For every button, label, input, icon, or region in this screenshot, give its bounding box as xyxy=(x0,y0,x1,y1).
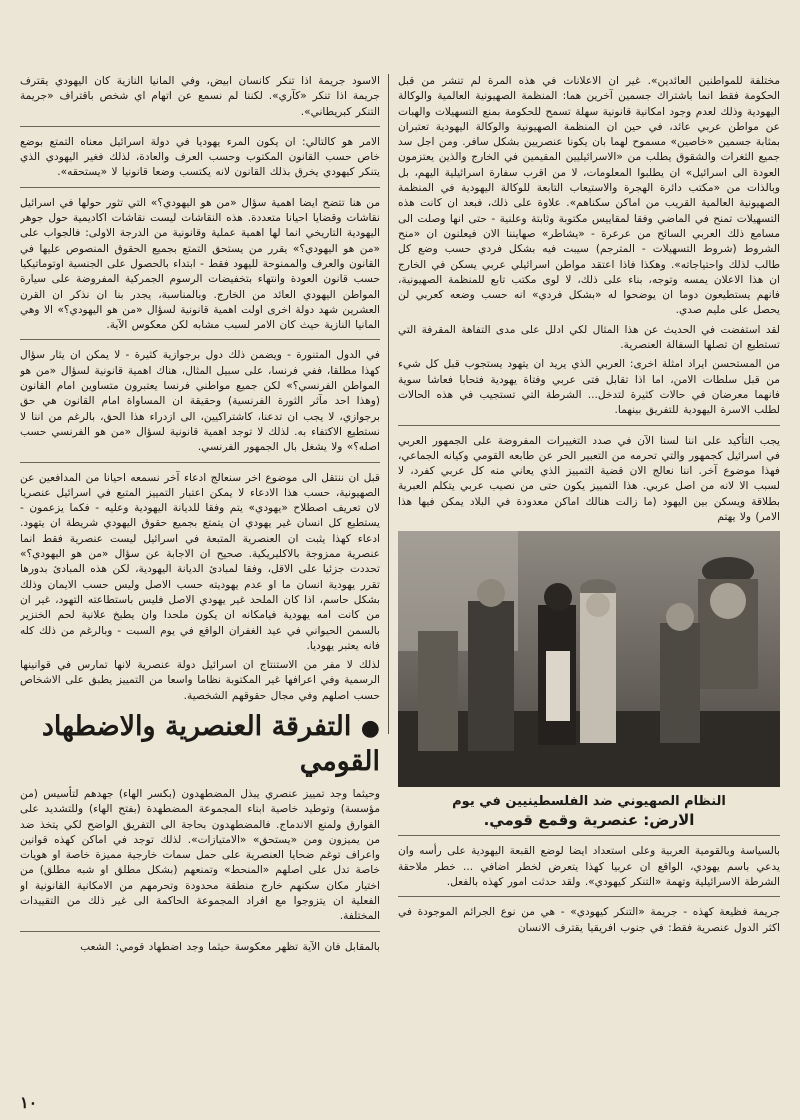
section-divider xyxy=(398,425,780,426)
right-paragraph-5: بالسياسة وبالقومية العربية وعلى استعداد ايضا لوضع القبعة اليهودية على رأسه وان يدعي باسم يهودي، الواقع ان عربيا كهذا يتعرض لخطر اضافي ... خطر ملاحقة الشرطة الاسرائيلية وتهمة «التنكر كيهودي». ولقد حدثت امور كهذه بالفعل. xyxy=(398,845,780,888)
section-paragraph-2: بالمقابل فان الآية تظهر معكوسة حيثما وجد اضطهاد قومي: الشعب xyxy=(80,940,380,953)
left-paragraph-4: في الدول المتنورة - ويضمن ذلك دول برجوازية كثيرة - لا يمكن ان يثار سؤال كهذا مطلقا، ففي فرنسا، على سبيل المثال، هناك اهمية قانونية لسؤال «من هو المواطن الفرنسي؟» لكن جميع مواطني فرنسا يعتبرون متساوين امام القانون (وهذا احد مآثر الثورة الفرنسية) وحقيقة ان المساواة امام القانون هي حق برجوازي، لا يجب ان تدعنا، كاشتراكيين، الى ازدراء هذا الحق، بالرغم من اننا لا نستطيع الاكتفاء به. لذلك لا توجد اهمية قانونية لسؤال «من هو الفرنسي حسب اصله؟» ولا يشغل بال الجمهور الفرنسي. xyxy=(20,349,380,454)
left-column xyxy=(20,74,380,1094)
left-paragraph-2: الامر هو كالتالي: ان يكون المرء يهوديا في دولة اسرائيل معناه التمتع بوضع خاص حسب القانون المكتوب وحسب العرف والعادة، لذلك فغير اليهودي الذي يتنكر كيهودي يخرق بذلك القانون لانه يكتسب وضعا قانونيا لا «يستحقه». xyxy=(20,135,380,179)
headline-bullet-icon: ● xyxy=(360,714,380,741)
left-paragraph-6: لذلك لا مفر من الاستنتاج ان اسرائيل دولة عنصرية لانها تمارس في قوانينها الرسمية وفي اعرافها غير المكتوبة نظاما واسعا من التمييز يطبق على الاشخاص حسب اصلهم وفي مجال حقوقهم الشخصية. xyxy=(20,659,380,702)
right-column xyxy=(398,74,780,1094)
section-paragraph-1: وحيثما وجد تمييز عنصري يبذل المضطهدون (بكسر الهاء) جهدهم لتأسيس (من مؤسسة) وتوطيد خاصية ابناء المجموعة المضطهدة (بفتح الهاء) وللتشديد على الفوارق ولمنع الاندماج. فالمضطهدون بحاجة الى التفريق الواضح لكي يتخذ ضد من يميزون ومن «يستحق» «الامتيازات». لذلك توجد في اماكن كهذه قوانين واعراف توغم ضحايا العنصرية على حمل سمات خارجية مميزة خاصة او هويات خاصة تدل على اصلهم «المنحط» وتمنعهم (بشكل مطلق او شبه مطلق) من اختيار مكان سكنهم خارج منطقة محدودة وتحرمهم من الامكانية القانونية او الفعلية ان يتزوجوا مع افراد المجموعة الحاكمة الى غير ذلك من التقييدات المختلفة. xyxy=(20,787,380,923)
section-headline xyxy=(20,710,380,779)
right-paragraph-6: جريمة فظيعة كهذه - جريمة «التنكر كيهودي» - هي من نوع الجرائم الموجودة في اكثر الدول عنصرية فقط: في جنوب افريقيا يقترف الانسان xyxy=(398,906,780,934)
left-paragraph-3: من هنا تتضح ايضا اهمية سؤال «من هو اليهودي؟» التي تثور حولها في اسرائيل نقاشات وقضايا احيانا متعددة. هذه النقاشات ليست نقاشات اكاديمية حول جوهر اليهودية التاريخي انما لها اهمية عملية وقانونية من الدرجة الاولى: فالجواب على «من هو اليهودي؟» يقرر من يستحق التمتع بجميع الحقوق المنصوص عليها في القانون والعرف والممنوحة لليهود فقط - ابتداء بالحصول على الجنسية اوتوماتيكيا حسب قانون العودة وانتهاء بتخفيضات الرسوم الجمركية المفروضة على سيارة المواطن اليهودي العائد من الخارج. وبالمناسبة، يجدر بنا ان نذكر ان القرن العشرين شهد دولة اخرى اولت اهمية قانونية لسؤال «من هو اليهودي؟» الا وهي المانيا النازية حيث كان الامر لسبب مشابه لكن معكوس الآية. xyxy=(20,196,380,332)
page-footer xyxy=(20,1094,780,1112)
left-paragraph-1: الاسود جريمة اذا تنكر كانسان ابيض، وفي المانيا النازية كان اليهودي يقترف جريمة اذا تنكر «كآري». لكننا لم نسمع عن اتهام اي شخص باقتراف «جريمة التنكر كبريطاني». xyxy=(20,75,380,118)
caption-line-1: النظام الصهيوني ضد الفلسطينيين في يوم xyxy=(452,794,726,810)
left-divider-1 xyxy=(20,126,380,127)
headline-text: التفرقة العنصرية والاضطهاد القومي xyxy=(41,710,380,777)
caption-divider xyxy=(398,835,780,836)
left-paragraph-5: قبل ان ننتقل الى موضوع اخر سنعالج ادعاء آخر نسمعه احيانا من المدافعين عن الصهيونية، حسب هذا الادعاء لا يمكن اعتبار التمييز المتبع في اسرائيل عنصريا لان تعريف اصطلاح «يهودي» يتم وفقا للديانة اليهودية وعليه - فكما يزعمون - يستطيع كل انسان غير يهودي ان يتمتع بجميع حقوق اليهودي شريطة ان يتهود. ادعاء كهذا يثبت ان العنصرية المتبعة في اسرائيل ليست عنصرية فقط انما عنصرية ممزوجة بالاكليريكية. صحيح ان الاجابة عن سؤال «من هو اليهودي؟» تحددت جزئيا على الاقل، وفقا لمبادئ الديانة اليهودية، لكن هذه المبادئ بدورها تقرر يهودية انسان ما او عدم يهوديته حسب الاصل وليس حسب الايمان وذلك بشكل حاسم، اذا كان الملحد غير يهودي الاصل فليس باستطاعته التهود، غير ان من كانت امه يهودية فيامكانه ان يكون ملحدا وان يطبخ علانية لحم الخنزير بالسمن الحيواني في عيد الغفران الواقع في يوم السبت - وبالرغم من ذلك كله فانه يعتبر يهوديا. xyxy=(20,471,380,652)
left-divider-3 xyxy=(20,339,380,340)
left-divider-2 xyxy=(20,187,380,188)
column-divider xyxy=(388,74,389,734)
photo-illustration xyxy=(398,531,780,787)
left-divider-4 xyxy=(20,462,380,463)
photo-caption xyxy=(398,793,780,829)
bottom-divider xyxy=(398,896,780,897)
right-paragraph-2: لقد استفضت في الحديث عن هذا المثال لكي ادلل على مدى التفاهة المقرفة التي تستطيع ان تصلها السفالة العنصرية. xyxy=(398,323,780,352)
newspaper-page xyxy=(20,74,780,1094)
right-paragraph-1: مختلفة للمواطنين العائدين». غير ان الاعلانات في هذه المرة لم تنشر من قبل الحكومة فقط انما باشتراك جسمين آخرين هما: المنظمة الصهيونية العالمية والوكالة اليهودية وذلك لعدم وجود امكانية قانونية سهلة تسمح للحكومة بمنع التسهيلات والهبات عن مواطن عربي عائد، في حين ان المنظمة الصهيونية والوكالة اليهودية تعتبران بمثابة جسمين «خاصين» مسموح لهما بان يكونا عنصريين بشكل سافر. ومن اجل سد جميع الثغرات والشقوق يطلب من «الاسرائيليين المقيمين في الخارج والذين يعتزمون العودة الى اسرائيل» ان يطلبوا المعلومات، لا من اقرب سفارة اسرائيلية اليهم، بل وبالذات من «مكتب دائرة الهجرة والاستيعاب التابعة للوكالة اليهودية في المنظمة الصهيونية العالمية القريب من اماكن سكناهم». علاوة على ذلك، فبعد ان كانت هذه التسهيلات تمنح في الماضي وفقا لمقاييس مكتوبة وثابتة وعلنية - حتى انها وصلت الى مسامع ذلك العربي السائح من عرعرة - «يشاطر» صهايننا الان فيعلنون ان «منح الشروط (شروط التسهيلات - المترجم) سيبت فيه بشكل فردي حسب وضع كل طالب لذلك واحتياجاته». وهكذا فاذا اعتقد مواطن اسرائيلي عربي يسكن في الخارج ان هذا الاعلان يمسه وتوجه، بناء على ذلك، لا لوى مكتب تابع للمنظمة الصهيونية، فانهم يستطيعون دوما ان يوضحوا له «بشكل فردي» انه حسب وضعه كعربي لن يحصل على مليم صدي. xyxy=(398,75,780,317)
right-paragraph-3: من المستحسن ايراد امثلة اخرى: العربي الذي يريد ان يتهود يستجوب قبل كل شيء من قبل سلطات الامن، اما اذا تقابل فتى عربي وفتاة يهودية فتحابا فعاشا سوية فانهما معرضان في حالات كثيرة لتدخل... الشرطة التي تستجيب في هذه الحالات لطلب الاسرة اليهودية للتفريق بينهما. xyxy=(398,358,780,417)
caption-line-2: الارض: عنصرية وقمع قومي. xyxy=(483,811,695,830)
page-number: ١٠ xyxy=(20,1093,38,1112)
soldiers-arresting-palestinian-photo xyxy=(398,531,780,787)
left-divider-5 xyxy=(20,931,380,932)
right-paragraph-4: يجب التأكيد على اننا لسنا الآن في صدد التغييرات المفروضة على الجمهور العربي في اسرائيل كجمهور والتي تحرمه من التعبير الحر عن طابعه القومي وكيانه الجماعي، فهذا موضوع آخر. اننا نعالج الان قضية التمييز الذي يعاني منه كل عربي كفرد، لا لسبب الا لانه من اصل عربي. هذا التمييز يكون حتى من نصيب عربي يتكلم العبرية بطلاقة ويسكن بين اليهود (ما زالت هنالك اماكن معدودة في البلاد يمكن فيها هذا الامر) ولا يهتم xyxy=(398,434,780,524)
